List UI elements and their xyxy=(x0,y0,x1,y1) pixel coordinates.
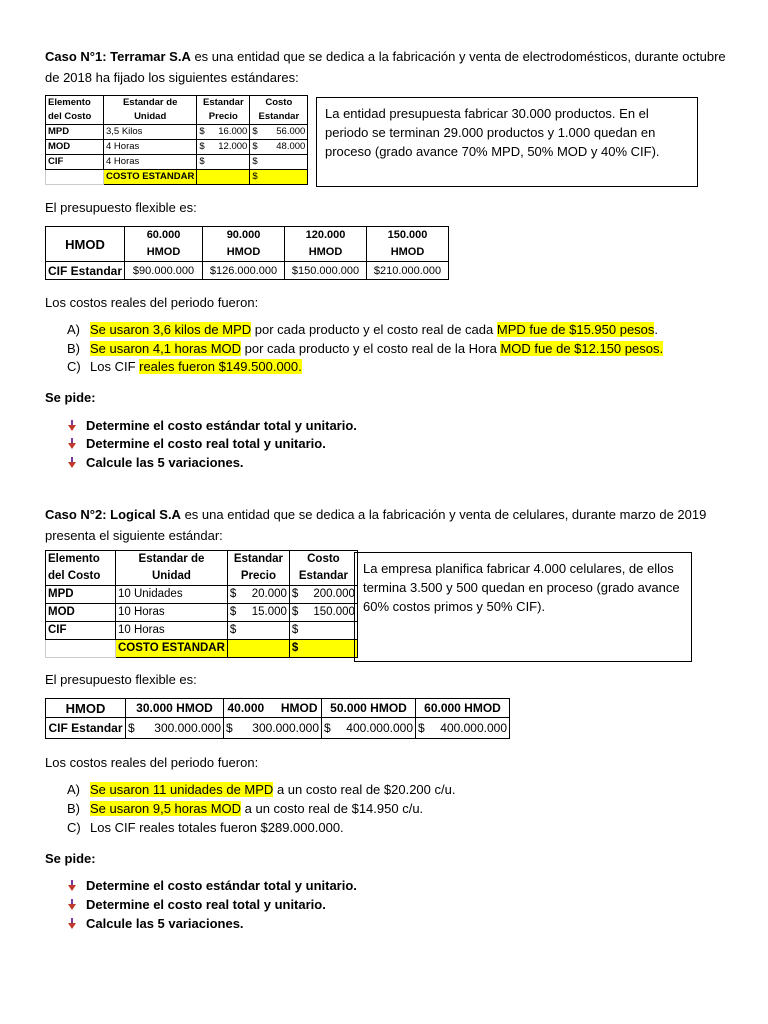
table-row xyxy=(46,155,308,170)
std-header-unit: Estandar de Unidad xyxy=(116,551,228,586)
arrow-down-icon xyxy=(68,438,76,449)
case1-info-box xyxy=(316,97,698,187)
std-header-unit: Estandar de Unidad xyxy=(104,96,197,125)
case1-title-line2: de 2018 ha fijado los siguientes estándares: xyxy=(45,70,299,85)
case1-flex-title: El presupuesto flexible es: xyxy=(45,200,197,215)
case2-flex-table xyxy=(45,698,510,739)
case1-flex-table xyxy=(45,226,449,280)
cell-cost: $ 200.000 xyxy=(289,586,357,604)
case2-bullet: Determine el costo real total y unitario. xyxy=(68,896,326,914)
cell-price: $ 15.000 xyxy=(227,604,289,622)
flex-col: 60.000 HMOD xyxy=(125,227,203,262)
table-row xyxy=(46,125,308,140)
cell-cost: $ xyxy=(250,155,308,170)
flex-value: $150.000.000 xyxy=(285,262,367,280)
cell-price: $ 12.000 xyxy=(197,140,250,155)
std-header-price: Estandar Precio xyxy=(197,96,250,125)
table-row xyxy=(46,622,358,640)
cell-cost: $ 56.000 xyxy=(250,125,308,140)
flex-value: $ 400.000.000 xyxy=(416,718,510,739)
cell-element: MOD xyxy=(46,604,116,622)
flex-row-label: HMOD xyxy=(46,227,125,262)
flex-col: 150.000 HMOD xyxy=(367,227,449,262)
arrow-down-icon xyxy=(68,457,76,468)
case1-bullet: Determine el costo estándar total y unitario. xyxy=(68,417,357,435)
total-row xyxy=(46,640,358,658)
std-header-cost: Costo Estandar xyxy=(289,551,357,586)
case1-item-a: A) Se usaron 3,6 kilos de MPD por cada producto y el costo real de cada MPD fue de $15.950 pesos. xyxy=(67,322,659,337)
case2-real-title: Los costos reales del periodo fueron: xyxy=(45,755,259,770)
arrow-down-icon xyxy=(68,918,76,929)
cell-unit: 4 Horas xyxy=(104,155,197,170)
flex-value: $90.000.000 xyxy=(125,262,203,280)
flex-row-label: CIF Estandar xyxy=(46,262,125,280)
case1-bullet: Calcule las 5 variaciones. xyxy=(68,454,244,472)
std-header-cost: Costo Estandar xyxy=(250,96,308,125)
case2-title-rest: es una entidad que se dedica a la fabricación y venta de celulares, durante marzo de 2019 xyxy=(180,507,707,522)
flex-value: $ 300.000.000 xyxy=(126,718,224,739)
case2-item-a: A) Se usaron 11 unidades de MPD a un costo real de $20.200 c/u. xyxy=(67,782,456,797)
flex-col: 120.000 HMOD xyxy=(285,227,367,262)
total-value: $ xyxy=(289,640,357,658)
cell-element: CIF xyxy=(46,155,104,170)
case1-standard-table xyxy=(45,95,308,185)
case2-flex-title: El presupuesto flexible es: xyxy=(45,672,197,687)
flex-col: 90.000 HMOD xyxy=(203,227,285,262)
case2-item-c: C) Los CIF reales totales fueron $289.000.000. xyxy=(67,820,344,835)
case1-title xyxy=(45,46,745,88)
flex-col: 60.000 HMOD xyxy=(416,699,510,718)
case2-bullet: Determine el costo estándar total y unitario. xyxy=(68,877,357,895)
cell-price: $ 20.000 xyxy=(227,586,289,604)
table-row xyxy=(46,140,308,155)
arrow-down-icon xyxy=(68,420,76,431)
flex-value: $ 300.000.000 xyxy=(224,718,322,739)
cell-unit: 3,5 Kilos xyxy=(104,125,197,140)
case2-item-b: B) Se usaron 9,5 horas MOD a un costo real de $14.950 c/u. xyxy=(67,801,424,816)
total-label: COSTO ESTANDAR xyxy=(116,640,228,658)
case1-real-title: Los costos reales del periodo fueron: xyxy=(45,295,259,310)
case2-bullet: Calcule las 5 variaciones. xyxy=(68,915,244,933)
flex-col: 40.000 HMOD xyxy=(224,699,322,718)
table-row xyxy=(46,586,358,604)
case2-se-pide: Se pide: xyxy=(45,851,96,866)
cell-price: $ xyxy=(227,622,289,640)
cell-price: $ 16.000 xyxy=(197,125,250,140)
flex-row-label: HMOD xyxy=(46,699,126,718)
case1-info-text: La entidad presupuesta fabricar 30.000 productos. En el periodo se terminan 29.000 productos y 1.000 quedan en proceso (grado avance 70% MPD, 50% MOD y 40% CIF). xyxy=(325,106,660,159)
flex-row-label: CIF Estandar xyxy=(46,718,126,739)
total-row xyxy=(46,170,308,185)
case2-title-bold: Caso N°2: Logical S.A xyxy=(45,507,181,522)
case1-bullet: Determine el costo real total y unitario. xyxy=(68,435,326,453)
table-row xyxy=(46,604,358,622)
flex-value: $126.000.000 xyxy=(203,262,285,280)
cell-cost: $ xyxy=(289,622,357,640)
case1-title-rest: es una entidad que se dedica a la fabricación y venta de electrodomésticos, durante octubre xyxy=(190,49,726,64)
case2-title-line2: presenta el siguiente estándar: xyxy=(45,528,223,543)
cell-element: CIF xyxy=(46,622,116,640)
std-header-price: Estandar Precio xyxy=(227,551,289,586)
arrow-down-icon xyxy=(68,899,76,910)
case2-title xyxy=(45,504,745,546)
cell-element: MOD xyxy=(46,140,104,155)
cell-unit: 10 Horas xyxy=(116,604,228,622)
cell-cost: $ 150.000 xyxy=(289,604,357,622)
flex-col: 30.000 HMOD xyxy=(126,699,224,718)
std-header-element: Elemento del Costo xyxy=(46,551,116,586)
total-label: COSTO ESTANDAR xyxy=(104,170,197,185)
cell-element: MPD xyxy=(46,586,116,604)
flex-value: $210.000.000 xyxy=(367,262,449,280)
case1-item-b: B) Se usaron 4,1 horas MOD por cada producto y el costo real de la Hora MOD fue de $12.150 pesos. xyxy=(67,341,664,356)
case2-standard-table xyxy=(45,550,358,658)
case1-se-pide: Se pide: xyxy=(45,390,96,405)
flex-col: 50.000 HMOD xyxy=(322,699,416,718)
case2-info-text: La empresa planifica fabricar 4.000 celulares, de ellos termina 3.500 y 500 quedan en proceso (grado avance 60% costos primos y 50% CIF). xyxy=(363,561,680,614)
cell-cost: $ 48.000 xyxy=(250,140,308,155)
cell-unit: 10 Unidades xyxy=(116,586,228,604)
cell-element: MPD xyxy=(46,125,104,140)
total-value: $ xyxy=(250,170,308,185)
cell-unit: 4 Horas xyxy=(104,140,197,155)
case1-item-c: C) Los CIF reales fueron $149.500.000. xyxy=(67,359,302,374)
cell-price: $ xyxy=(197,155,250,170)
cell-unit: 10 Horas xyxy=(116,622,228,640)
std-header-element: Elemento del Costo xyxy=(46,96,104,125)
case2-info-box xyxy=(354,552,692,662)
arrow-down-icon xyxy=(68,880,76,891)
case1-title-bold: Caso N°1: Terramar S.A xyxy=(45,49,191,64)
flex-value: $ 400.000.000 xyxy=(322,718,416,739)
